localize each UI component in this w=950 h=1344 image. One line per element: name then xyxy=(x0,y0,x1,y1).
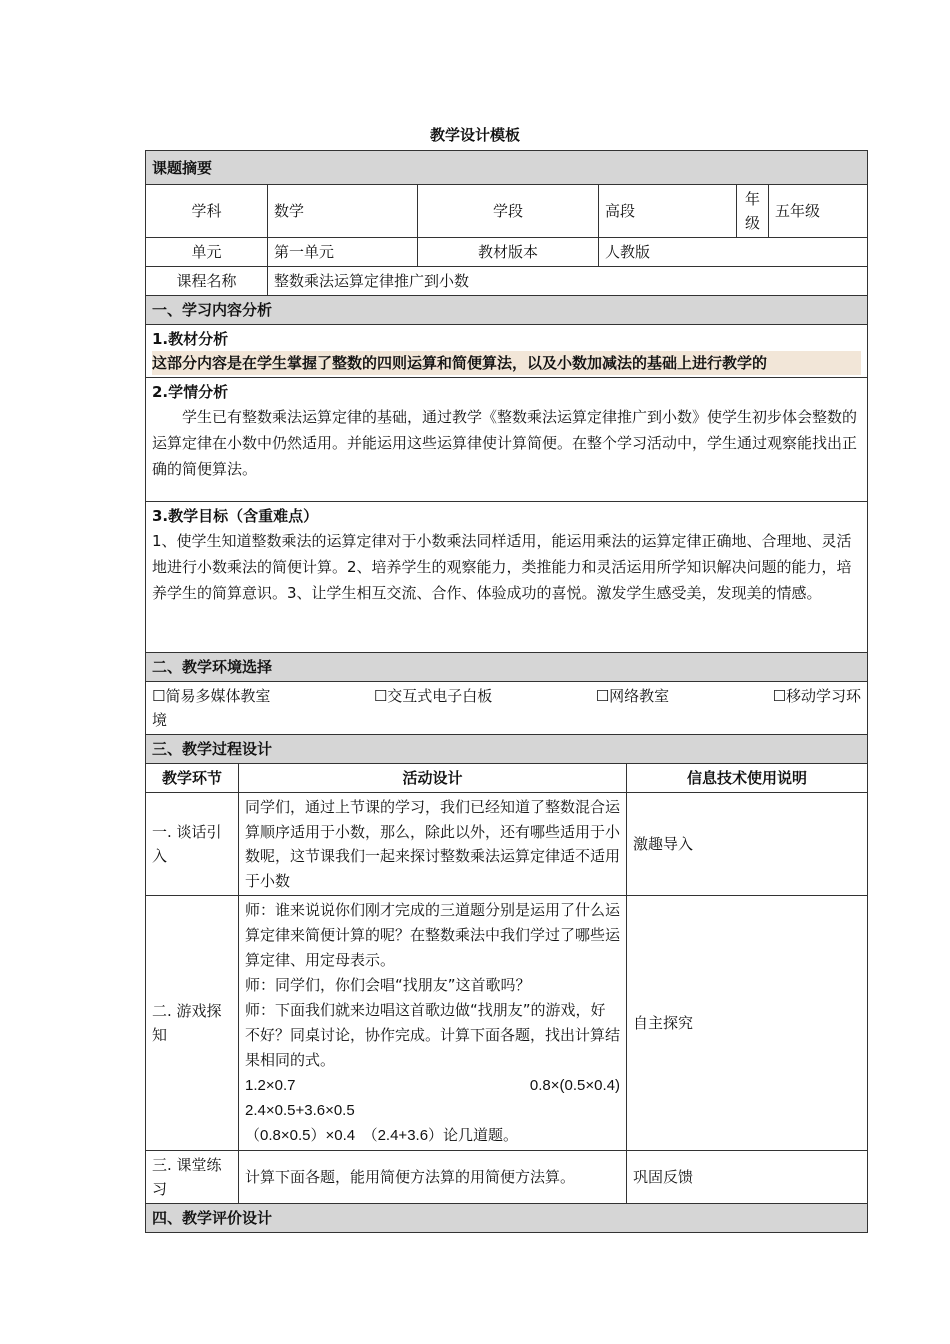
tech-cell-3: 巩固反馈 xyxy=(627,1151,868,1204)
environment-options xyxy=(146,682,868,735)
grade-value: 五年级 xyxy=(769,185,868,238)
goals-title: 3.教学目标（含重难点） xyxy=(152,507,319,525)
option-whiteboard[interactable]: ☐交互式电子白板 xyxy=(373,687,493,705)
formula-b: 0.8×(0.5×0.4) xyxy=(529,1077,620,1094)
tech-cell-1: 激趣导入 xyxy=(627,793,868,896)
stage-cell-3: 三. 课堂练习 xyxy=(146,1151,239,1204)
grade-label: 年级 xyxy=(737,185,769,238)
unit-label: 单元 xyxy=(146,238,268,267)
section1-title: 一、学习内容分析 xyxy=(146,296,868,325)
material-analysis xyxy=(146,325,868,378)
option-multimedia[interactable]: ☐简易多媒体教室 xyxy=(152,687,271,705)
goals-text: 1、使学生知道整数乘法的运算定律对于小数乘法同样适用，能运用乘法的运算定律正确地、合理地、灵活地进行小数乘法的简便计算。2、培养学生的观察能力，类推能力和灵活运用所学知识解决问题的能力，培养学生的简算意识。3、让学生相互交流、合作、体验成功的喜悦。激发学生感受美，发现美的情感。 xyxy=(152,532,852,602)
course-value: 整数乘法运算定律推广到小数 xyxy=(268,267,868,296)
option-mobile[interactable]: ☐移动学习环 xyxy=(772,687,862,705)
material-title: 1.教材分析 xyxy=(152,330,229,348)
activity-cell-3: 计算下面各题，能用简便方法算的用简便方法算。 xyxy=(239,1151,627,1204)
unit-value: 第一单元 xyxy=(268,238,418,267)
activity-line-1: 师：谁来说说你们刚才完成的三道题分别是运用了什么运算定律来简便计算的呢？在整数乘法中我们学过了哪些运算定律、用定母表示。 xyxy=(245,901,621,969)
formula-d: （0.8×0.5）×0.4 （2.4+3.6）论几道题。 xyxy=(245,1127,519,1144)
subject-value: 数学 xyxy=(268,185,418,238)
formula-c: 2.4×0.5+3.6×0.5 xyxy=(245,1102,355,1119)
activity-line-3: 师：下面我们就来边唱这首歌边做“找朋友”的游戏，好不好？同桌讨论，协作完成。计算下面各题，找出计算结果相同的式。 xyxy=(245,1001,621,1069)
edition-label: 教材版本 xyxy=(418,238,599,267)
option-network-room[interactable]: ☐网络教室 xyxy=(595,687,670,705)
learner-analysis xyxy=(146,378,868,502)
section4-title: 四、教学评价设计 xyxy=(146,1204,868,1233)
learner-text: 学生已有整数乘法运算定律的基础，通过教学《整数乘法运算定律推广到小数》使学生初步体会整数的运算定律在小数中仍然适用。并能运用这些运算律使计算简便。在整个学习活动中，学生通过观察能找出正确的简便算法。 xyxy=(152,408,858,478)
activity-cell-2 xyxy=(239,896,627,1151)
lesson-design-table xyxy=(145,150,868,1233)
activity-cell-1: 同学们，通过上节课的学习，我们已经知道了整数混合运算顺序适用于小数，那么，除此以外，还有哪些适用于小数呢，这节课我们一起来探讨整数乘法运算定律适不适用于小数 xyxy=(239,793,627,896)
stage-cell-1: 一. 谈话引入 xyxy=(146,793,239,896)
header-stage: 教学环节 xyxy=(146,764,239,793)
summary-header: 课题摘要 xyxy=(146,151,868,185)
stage-value: 高段 xyxy=(599,185,737,238)
option-mobile-wrap: 境 xyxy=(152,711,168,729)
course-label: 课程名称 xyxy=(146,267,268,296)
header-activity: 活动设计 xyxy=(239,764,627,793)
formula-a: 1.2×0.7 xyxy=(245,1077,296,1094)
page-title: 教学设计模板 xyxy=(429,126,520,144)
section3-title: 三、教学过程设计 xyxy=(146,735,868,764)
learner-title: 2.学情分析 xyxy=(152,383,229,401)
section2-title: 二、教学环境选择 xyxy=(146,653,868,682)
edition-value: 人教版 xyxy=(599,238,868,267)
header-tech: 信息技术使用说明 xyxy=(627,764,868,793)
stage-cell-2: 二. 游戏探知 xyxy=(146,896,239,1151)
teaching-goals xyxy=(146,502,868,653)
stage-label: 学段 xyxy=(418,185,599,238)
subject-label: 学科 xyxy=(146,185,268,238)
activity-line-2: 师：同学们，你们会唱“找朋友”这首歌吗？ xyxy=(245,976,531,994)
tech-cell-2: 自主探究 xyxy=(627,896,868,1151)
material-text: 这部分内容是在学生掌握了整数的四则运算和简便算法，以及小数加减法的基础上进行教学的 xyxy=(152,351,861,375)
